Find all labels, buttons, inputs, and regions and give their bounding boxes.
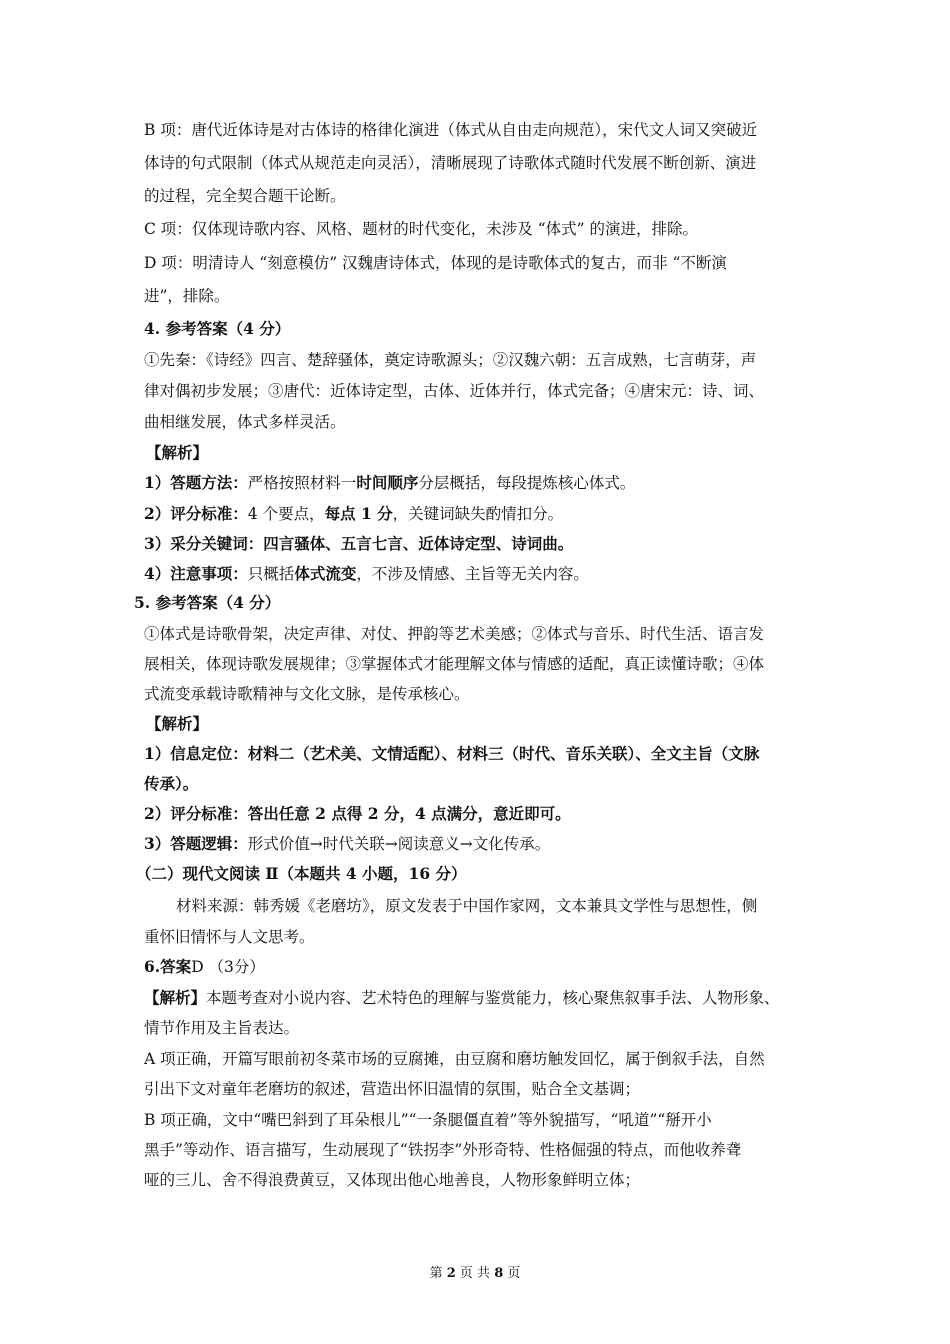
q6-heading xyxy=(144,956,816,978)
q6-heading-answer: D （3分） xyxy=(191,958,265,976)
q4-point-2-text-a: 4 个要点， xyxy=(247,505,325,523)
q6-heading-label: 6.答案 xyxy=(144,957,192,976)
q6-analysis-label: 【解析】 xyxy=(144,988,207,1007)
q3-option-b-line2: 体诗的句式限制（体式从规范走向灵活），清晰展现了诗歌体式随时代发展不断创新、演进 xyxy=(144,154,757,172)
q4-point-4 xyxy=(144,563,816,585)
q4-point-1-emphasis: 时间顺序 xyxy=(356,473,419,492)
q4-point-2 xyxy=(144,503,816,525)
footer-middle: 页 共 xyxy=(459,1266,491,1281)
section-2-source-line1: 材料来源：韩秀媛《老磨坊》，原文发表于中国作家网，文本兼具文学性与思想性，侧 xyxy=(176,897,758,915)
q6-option-b-line1: B 项正确，文中“嘴巴斜到了耳朵根儿”“一条腿僵直着”等外貌描写，“吼道”“掰开小 xyxy=(144,1111,712,1129)
footer-total-pages: 8 xyxy=(494,1266,504,1281)
q5-answer-line1: ①体式是诗歌骨架，决定声律、对仗、押韵等艺术美感；②体式与音乐、时代生活、语言发 xyxy=(144,625,765,643)
footer-suffix: 页 xyxy=(507,1266,521,1281)
q5-answer-line3: 式流变承载诗歌精神与文化文脉，是传承核心。 xyxy=(144,685,470,703)
q4-point-4-emphasis: 体式流变 xyxy=(294,564,357,583)
q4-point-2-text-c: ，关键词缺失酌情扣分。 xyxy=(392,505,564,523)
q5-point-3 xyxy=(144,833,816,855)
q4-point-2-emphasis: 每点 1 分 xyxy=(324,504,393,523)
q5-point-1-line1: 1）信息定位：材料二（艺术美、文情适配）、材料三（时代、音乐关联）、全文主旨（文脉 xyxy=(144,744,760,763)
q3-option-b-line1: B 项：唐代近体诗是对古体诗的格律化演进（体式从自由走向规范），宋代文人词又突破近 xyxy=(144,121,758,139)
q4-point-4-label: 4）注意事项： xyxy=(144,564,248,583)
q3-option-d-line1: D 项：明清诗人 “刻意模仿” 汉魏唐诗体式，体现的是诗歌体式的复古，而非 “不断演 xyxy=(144,254,727,272)
q3-option-b-line3: 的过程，完全契合题干论断。 xyxy=(144,187,346,205)
q5-point-3-text: 形式价值→时代关联→阅读意义→文化传承。 xyxy=(247,835,551,853)
q4-point-2-label: 2）评分标准： xyxy=(144,504,248,523)
q4-point-1-text-a: 严格按照材料一 xyxy=(247,474,357,492)
q3-option-c: C 项：仅体现诗歌内容、风格、题材的时代变化，未涉及 “体式” 的演进，排除。 xyxy=(144,220,698,238)
q4-heading: 4. 参考答案（4 分） xyxy=(144,319,291,338)
q4-answer-line2: 律对偶初步发展；③唐代：近体诗定型，古体、近体并行，体式完备；④唐宋元：诗、词、 xyxy=(144,382,765,400)
q3-option-d-line2: 进”，排除。 xyxy=(144,287,230,305)
q5-point-1-line2: 传承）。 xyxy=(144,774,199,793)
q5-answer-line2: 展相关，体现诗歌发展规律；③掌握体式才能理解文体与情感的适配，真正读懂诗歌；④体 xyxy=(144,655,765,673)
section-2-heading: （二）现代文阅读 Ⅱ（本题共 4 小题，16 分） xyxy=(136,864,467,883)
q6-analysis-line1 xyxy=(144,987,816,1009)
q6-option-a-line2: 引出下文对童年老磨坊的叙述，营造出怀旧温情的氛围，贴合全文基调； xyxy=(144,1080,641,1098)
q4-point-3-label: 3）采分关键词： xyxy=(144,534,264,553)
q4-point-4-text-c: ，不涉及情感、主旨等无关内容。 xyxy=(356,565,589,583)
page-footer xyxy=(0,1265,950,1283)
q4-point-1-text-c: 分层概括，每段提炼核心体式。 xyxy=(418,474,636,492)
q4-answer-line1: ①先秦：《诗经》四言、楚辞骚体，奠定诗歌源头；②汉魏六朝：五言成熟，七言萌芽，声 xyxy=(144,351,757,369)
q4-point-3-emphasis: 四言骚体、五言七言、近体诗定型、诗词曲。 xyxy=(263,534,574,553)
q4-point-4-text-a: 只概括 xyxy=(247,565,295,583)
q6-option-a-line1: A 项正确，开篇写眼前初冬菜市场的豆腐摊，由豆腐和磨坊触发回忆，属于倒叙手法，自然 xyxy=(144,1050,765,1068)
q6-analysis-line2: 情节作用及主旨表达。 xyxy=(144,1019,300,1037)
q6-analysis-text: 本题考查对小说内容、艺术特色的理解与鉴赏能力，核心聚焦叙事手法、人物形象、 xyxy=(206,989,780,1007)
q6-option-b-line3: 哑的三儿、舍不得浪费黄豆，又体现出他心地善良，人物形象鲜明立体； xyxy=(144,1171,641,1189)
q5-heading: 5. 参考答案（4 分） xyxy=(134,593,281,612)
q5-point-2: 2）评分标准：答出任意 2 点得 2 分，4 点满分，意近即可。 xyxy=(144,804,571,823)
footer-prefix: 第 xyxy=(429,1266,443,1281)
q4-point-3 xyxy=(144,533,816,555)
q6-option-b-line2: 黑手”等动作、语言描写，生动展现了“铁拐李”外形奇特、性格倔强的特点，而他收养聋 xyxy=(144,1141,742,1159)
q4-point-1 xyxy=(144,472,816,494)
q4-point-1-label: 1）答题方法： xyxy=(144,473,248,492)
q4-answer-line3: 曲相继发展，体式多样灵活。 xyxy=(144,413,346,431)
footer-page-number: 2 xyxy=(446,1266,456,1281)
section-2-source-line2: 重怀旧情怀与人文思考。 xyxy=(144,928,315,946)
q5-analysis-heading: 【解析】 xyxy=(146,714,209,733)
q4-analysis-heading: 【解析】 xyxy=(146,443,209,462)
q5-point-3-label: 3）答题逻辑： xyxy=(144,834,248,853)
